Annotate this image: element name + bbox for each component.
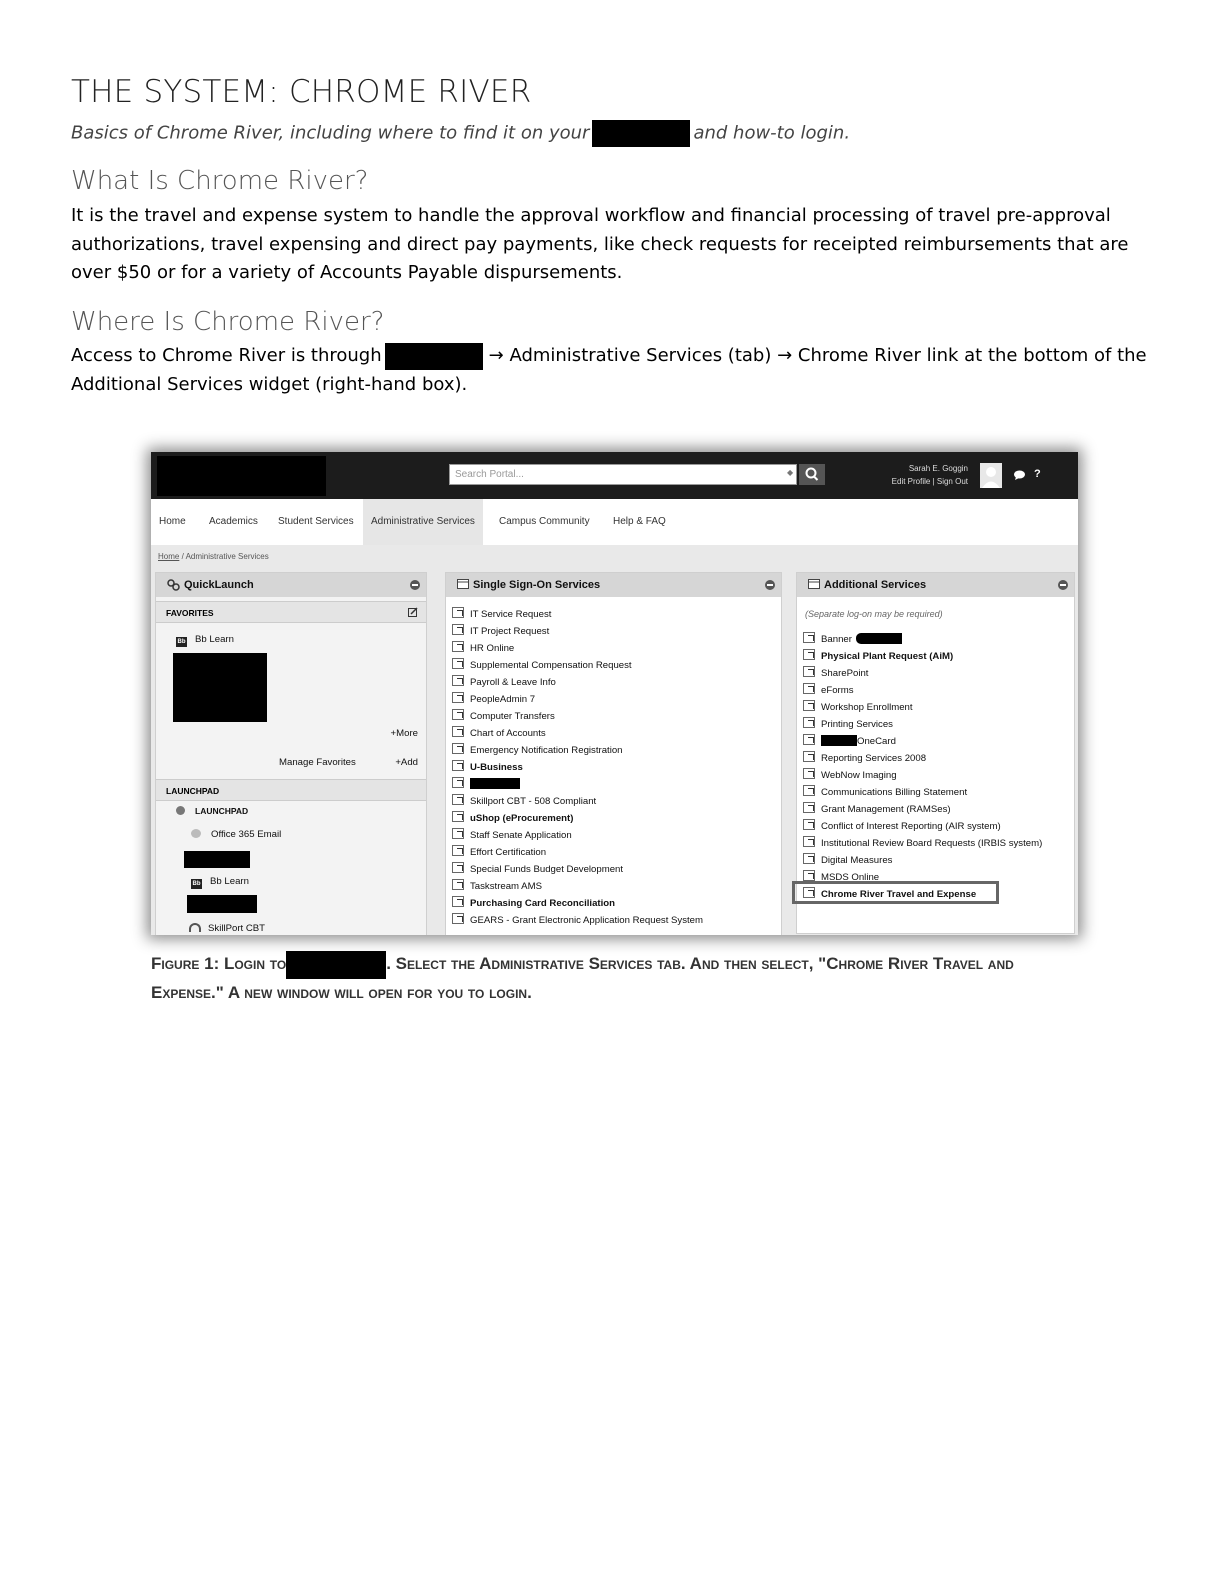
office-label: Office 365 Email (211, 829, 282, 840)
external-link-icon (803, 734, 815, 745)
external-link-icon (803, 870, 815, 881)
external-link-icon (803, 683, 815, 694)
sso-link[interactable] (452, 691, 703, 708)
sso-link[interactable] (452, 912, 703, 929)
launchpad-label: LAUNCHPAD (195, 806, 249, 816)
external-link-icon (803, 819, 815, 830)
additional-service-link-label: Chrome River Travel and Expense (821, 889, 977, 900)
external-link-icon (803, 632, 815, 643)
favorite-label: Bb Learn (195, 634, 234, 645)
chat-icon[interactable] (1013, 470, 1026, 481)
sso-link[interactable] (452, 861, 703, 878)
sso-link[interactable] (452, 793, 703, 810)
sso-header (446, 573, 781, 597)
tab-campus-community[interactable]: Campus Community (499, 516, 590, 527)
sso-link[interactable] (452, 623, 703, 640)
additional-service-link-label: MSDS Online (821, 872, 880, 883)
sso-link-label: Taskstream AMS (470, 881, 542, 892)
sso-link-label: Staff Senate Application (470, 830, 572, 841)
additional-service-link-label: Printing Services (821, 719, 893, 730)
favorite-bb-learn[interactable] (176, 634, 234, 647)
where-text-1: Access to Chrome River is through (71, 345, 382, 366)
tab-home[interactable]: Home (159, 516, 186, 527)
additional-services-panel (796, 572, 1075, 934)
additional-link-list (803, 631, 1042, 903)
sso-link[interactable] (452, 640, 703, 657)
sso-link-label: Chart of Accounts (470, 728, 546, 739)
additional-service-link-label: Physical Plant Request (AiM) (821, 651, 954, 662)
folder-icon (176, 806, 185, 815)
external-link-icon (452, 828, 464, 839)
sso-link[interactable] (452, 878, 703, 895)
breadcrumb (158, 552, 269, 561)
additional-service-link-label: OneCard (857, 736, 896, 747)
sso-link-label: PeopleAdmin 7 (470, 694, 536, 705)
additional-header (797, 573, 1074, 597)
additional-service-link-label: Workshop Enrollment (821, 702, 913, 713)
sso-link[interactable] (452, 776, 703, 793)
sso-link[interactable] (452, 827, 703, 844)
sso-link-label: Computer Transfers (470, 711, 555, 722)
additional-service-link-label: Banner (821, 634, 852, 645)
sso-link-list (452, 606, 703, 929)
sso-panel (445, 572, 782, 935)
sso-title: Single Sign-On Services (473, 579, 601, 591)
redaction-block (385, 343, 483, 370)
tab-help-faq[interactable]: Help & FAQ (613, 516, 666, 527)
collapse-icon[interactable] (1058, 580, 1068, 590)
external-link-icon (452, 794, 464, 805)
document-subtitle (71, 120, 850, 147)
redaction-block (286, 951, 386, 979)
redaction-block (821, 735, 857, 746)
external-link-icon (452, 692, 464, 703)
manage-favorites-link[interactable]: Manage Favorites (279, 757, 356, 768)
main-nav (151, 499, 1078, 545)
bb-learn-link[interactable] (191, 876, 249, 889)
sso-link-label: IT Project Request (470, 626, 550, 637)
breadcrumb-current: / Administrative Services (181, 552, 269, 561)
additional-service-link[interactable] (803, 648, 1042, 665)
quicklaunch-panel (155, 572, 427, 935)
bb-learn-label: Bb Learn (210, 876, 249, 887)
redaction-block (592, 120, 690, 147)
external-link-icon (452, 709, 464, 720)
office-365-email-link[interactable] (191, 829, 281, 840)
sso-link[interactable] (452, 708, 703, 725)
section-body-where (71, 342, 1161, 399)
sso-link-label: Special Funds Budget Development (470, 864, 624, 875)
profile-links[interactable]: Edit Profile | Sign Out (891, 477, 968, 486)
sso-link[interactable] (452, 844, 703, 861)
sso-link-label: uShop (eProcurement) (470, 813, 574, 824)
external-link-icon (452, 811, 464, 822)
sso-link[interactable] (452, 810, 703, 827)
subtitle-text-1: Basics of Chrome River, including where to find it on your (71, 122, 590, 144)
blackboard-icon: Bb (177, 639, 186, 645)
redaction-block (856, 633, 902, 644)
external-link-icon (452, 607, 464, 618)
external-link-icon (452, 862, 464, 873)
search-icon (799, 464, 825, 485)
user-name: Sarah E. Goggin (908, 464, 968, 473)
additional-service-link[interactable] (803, 818, 1042, 835)
additional-service-link[interactable] (803, 665, 1042, 682)
window-icon (457, 579, 469, 589)
help-icon[interactable]: ? (1034, 468, 1041, 480)
caption-text-2: . Select the Administrative Services tab. And then select, "Chrome River Travel and Expense." A new window will open for you to login. (151, 954, 1014, 1002)
additional-service-link-label: WebNow Imaging (821, 770, 897, 781)
additional-service-link[interactable] (803, 750, 1042, 767)
external-link-icon (452, 743, 464, 754)
sso-link-label: GEARS - Grant Electronic Application Request System (470, 915, 704, 926)
email-icon (191, 829, 201, 838)
external-link-icon (803, 768, 815, 779)
section-heading-where: Where Is Chrome River? (71, 307, 385, 337)
additional-service-link[interactable] (803, 852, 1042, 869)
figure-caption (151, 950, 1081, 1006)
additional-service-link-label: Reporting Services 2008 (821, 753, 927, 764)
where-text-2: → Administrative Services (tab) → Chrome River link at the bottom of the Additional Services widget (right-hand box). (71, 345, 1147, 395)
caption-text-1: Figure 1: Login to (151, 954, 287, 973)
external-link-icon (803, 836, 815, 847)
external-link-icon (803, 853, 815, 864)
external-link-icon (452, 879, 464, 890)
document-title: THE SYSTEM: CHROME RIVER (71, 74, 532, 110)
external-link-icon (452, 675, 464, 686)
external-link-icon (452, 624, 464, 635)
external-link-icon (803, 666, 815, 677)
sso-link[interactable] (452, 657, 703, 674)
window-icon (808, 579, 820, 589)
tab-student-services[interactable]: Student Services (278, 516, 354, 527)
sso-link-label: Emergency Notification Registration (470, 745, 623, 756)
additional-service-link-label: Conflict of Interest Reporting (AIR system) (821, 821, 1001, 832)
additional-service-link-label: Communications Billing Statement (821, 787, 968, 798)
portal-top-bar (151, 452, 1078, 499)
additional-service-link[interactable] (803, 767, 1042, 784)
external-link-icon (452, 641, 464, 652)
sso-link-label: IT Service Request (470, 609, 552, 620)
sso-link-label: Supplemental Compensation Request (470, 660, 632, 671)
external-link-icon (803, 700, 815, 711)
collapse-icon[interactable] (765, 580, 775, 590)
external-link-icon (452, 845, 464, 856)
sso-link-label: HR Online (470, 643, 515, 654)
additional-service-link-label: SharePoint (821, 668, 869, 679)
additional-service-link[interactable] (803, 733, 1042, 750)
additional-service-link-label: Grant Management (RAMSes) (821, 804, 951, 815)
external-link-icon (803, 717, 815, 728)
skillport-label: SkillPort CBT (208, 923, 266, 934)
skillport-link[interactable] (189, 923, 265, 934)
logon-note: (Separate log-on may be required) (805, 609, 943, 619)
sso-link-label: Payroll & Leave Info (470, 677, 556, 688)
external-link-icon (803, 751, 815, 762)
additional-service-link[interactable] (803, 716, 1042, 733)
sso-link[interactable] (452, 759, 703, 776)
launchpad-folder[interactable] (176, 806, 248, 816)
external-link-icon (803, 649, 815, 660)
redaction-block (184, 851, 250, 868)
sso-link-label: U-Business (470, 762, 523, 773)
favorites-label: FAVORITES (166, 608, 214, 618)
additional-title: Additional Services (824, 579, 927, 591)
sso-link-label: Skillport CBT - 508 Compliant (470, 796, 597, 807)
additional-service-link-label: Digital Measures (821, 855, 893, 866)
tab-academics[interactable]: Academics (209, 516, 258, 527)
search-input[interactable]: Search Portal... (449, 464, 797, 485)
chrome-river-highlight (792, 881, 999, 904)
additional-service-link[interactable] (803, 682, 1042, 699)
additional-service-link[interactable] (803, 631, 1042, 648)
additional-service-link[interactable] (803, 801, 1042, 818)
quicklaunch-header (156, 573, 426, 597)
external-link-icon (452, 726, 464, 737)
edit-icon[interactable] (408, 607, 418, 617)
link-icon (167, 579, 180, 591)
external-link-icon (452, 658, 464, 669)
blackboard-icon: Bb (192, 881, 201, 887)
sso-link[interactable] (452, 606, 703, 623)
external-link-icon (452, 777, 464, 788)
additional-service-link[interactable] (803, 784, 1042, 801)
subtitle-text-2: and how-to login. (693, 122, 851, 144)
section-heading-what: What Is Chrome River? (71, 166, 369, 196)
additional-service-link[interactable] (803, 835, 1042, 852)
more-link[interactable]: +More (390, 728, 418, 739)
sso-link-label: Effort Certification (470, 847, 547, 858)
section-body-what: It is the travel and expense system to handle the approval workflow and financial processing of travel pre-approval authorizations, travel expensing and direct pay payments, like check requests for receipted reimbursements that are over $50 or for a variety of Accounts Payable dispursements. (71, 205, 1129, 283)
avatar[interactable] (980, 463, 1002, 488)
additional-service-link-label: eForms (821, 685, 854, 696)
redaction-block (470, 778, 520, 789)
external-link-icon (452, 913, 464, 924)
additional-service-link-label: Institutional Review Board Requests (IRBIS system) (821, 838, 1043, 849)
tab-administrative-services[interactable]: Administrative Services (363, 499, 483, 545)
sso-link[interactable] (452, 742, 703, 759)
launchpad-header: LAUNCHPAD (156, 779, 426, 801)
favorites-header (156, 601, 426, 623)
add-link[interactable]: +Add (395, 757, 418, 768)
quicklaunch-title: QuickLaunch (184, 579, 254, 591)
breadcrumb-home[interactable]: Home (158, 552, 180, 561)
portal-screenshot (151, 452, 1078, 935)
redaction-block (187, 895, 257, 913)
collapse-icon[interactable] (410, 580, 420, 590)
headset-icon (189, 923, 201, 932)
sso-link-label: Purchasing Card Reconciliation (470, 898, 616, 909)
user-silhouette-icon (980, 463, 1002, 488)
external-link-icon (452, 760, 464, 771)
redacted-logo (157, 456, 326, 496)
search-scope-icon[interactable]: ◆ (787, 468, 794, 477)
sso-link[interactable] (452, 725, 703, 742)
external-link-icon (803, 785, 815, 796)
sso-link[interactable] (452, 895, 703, 912)
redaction-block (173, 653, 267, 722)
sso-link[interactable] (452, 674, 703, 691)
search-button[interactable] (799, 464, 825, 485)
additional-service-link[interactable] (803, 699, 1042, 716)
external-link-icon (452, 896, 464, 907)
external-link-icon (803, 802, 815, 813)
